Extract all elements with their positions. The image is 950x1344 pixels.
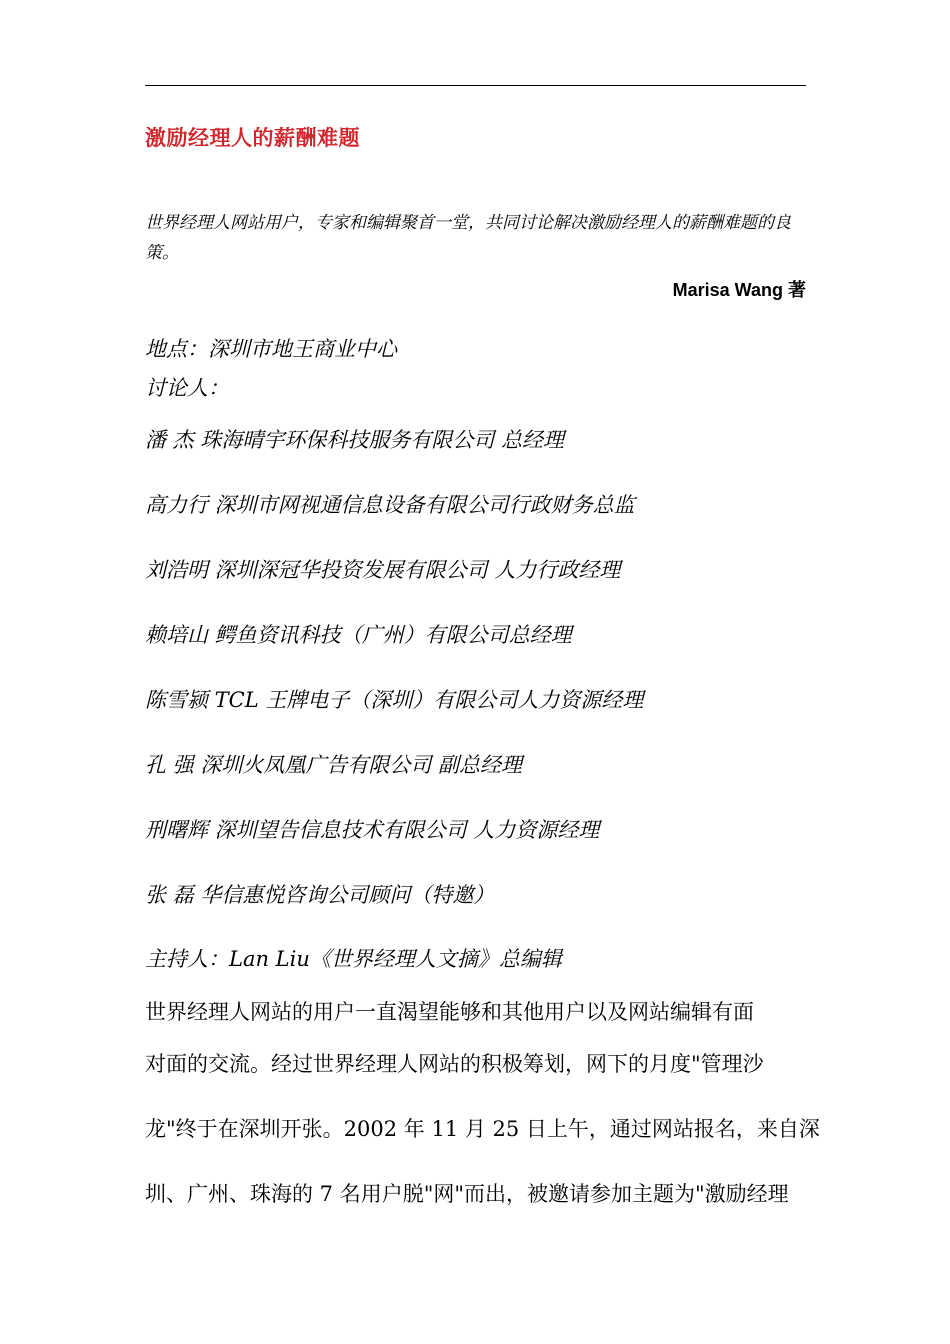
body-line: 龙"终于在深圳开张。2002 年 11 月 25 日上午，通过网站报名，来自深: [145, 1117, 820, 1141]
discussant-item: 孔 强 深圳火凤凰广告有限公司 副总经理: [145, 753, 523, 777]
body-line: 圳、广州、珠海的 7 名用户脱"网"而出，被邀请参加主题为"激励经理: [145, 1182, 789, 1206]
discussant-item: 潘 杰 珠海晴宇环保科技服务有限公司 总经理: [145, 428, 565, 452]
discussants-label: 讨论人：: [145, 376, 229, 400]
discussant-item: 高力行 深圳市网视通信息设备有限公司行政财务总监: [145, 493, 635, 517]
top-rule: [145, 85, 806, 86]
discussant-item: 陈雪颍 TCL 王牌电子（深圳）有限公司人力资源经理: [145, 688, 644, 712]
body-line: 对面的交流。经过世界经理人网站的积极筹划，网下的月度"管理沙: [145, 1052, 764, 1076]
discussant-item: 张 磊 华信惠悦咨询公司顾问（特邀）: [145, 883, 495, 907]
author-credit: Marisa Wang 著: [672, 280, 806, 300]
intro-paragraph: 世界经理人网站用户，专家和编辑聚首一堂，共同讨论解决激励经理人的薪酬难题的良策。: [145, 213, 791, 263]
location-line: 地点：深圳市地王商业中心: [145, 337, 397, 361]
body-line: 世界经理人网站的用户一直渴望能够和其他用户以及网站编辑有面: [145, 1000, 754, 1024]
discussant-item: 刑曙辉 深圳望告信息技术有限公司 人力资源经理: [145, 818, 600, 842]
host-line: 主持人：Lan Liu《世界经理人文摘》总编辑: [145, 947, 562, 971]
discussant-item: 刘浩明 深圳深冠华投资发展有限公司 人力行政经理: [145, 558, 621, 582]
page-title: 激励经理人的薪酬难题: [145, 125, 360, 150]
discussant-item: 赖培山 鳄鱼资讯科技（广州）有限公司总经理: [145, 623, 572, 647]
